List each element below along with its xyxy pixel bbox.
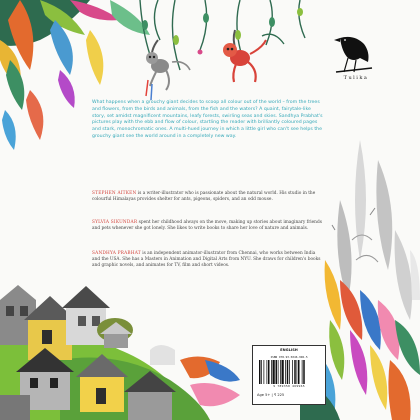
publisher-name: Tulika xyxy=(343,75,369,81)
author-bio xyxy=(92,220,324,232)
author-bio-text: spent her childhood always on the move, making up stories about imaginary friends and pets whenever she got lonely. She likes to write books to share her love of nature and animals. xyxy=(92,220,322,232)
barcode-bar xyxy=(302,360,303,384)
age-price-label: Age 5+ | ₹ 225 xyxy=(257,393,285,397)
barcode-bar xyxy=(261,360,262,384)
barcode-bar xyxy=(268,360,270,384)
author-name: STEPHEN AITKEN xyxy=(92,191,137,196)
barcode-icon xyxy=(259,360,319,384)
barcode-bar xyxy=(285,360,286,384)
isbn-text: ISBN 978-93-5046-996-5 xyxy=(270,355,308,359)
barcode-bar xyxy=(289,360,290,384)
vine-leaves-illustration xyxy=(142,8,303,61)
language-label: ENGLISH xyxy=(280,348,298,352)
barcode-bar xyxy=(264,360,265,384)
village-houses-illustration xyxy=(0,285,240,420)
illustrator-bio xyxy=(92,251,324,269)
barcode-bar xyxy=(287,360,289,384)
barcode-bar xyxy=(271,360,272,384)
barcode-bar xyxy=(282,360,284,384)
barcode-bar xyxy=(292,360,293,384)
barcode-bar xyxy=(303,360,305,384)
author-bio-text: is a writer-illustrator who is passionate about the natural world. His studio in the colourful Himalayas provides shelter for ants, pigeons, spiders, and an odd mouse. xyxy=(92,191,316,203)
grey-monkey-illustration xyxy=(146,40,190,100)
book-blurb: What happens when a grouchy giant decides to scoop all colour out of the world – from the trees and flowers, from the birds and animals, from the fish and the waters? A quaint, fairytale-like story, set amidst magnificent mountains, leafy forests, swirling seas and skies. Sandhya Prabhat's pictures play with the ebb and flow of colour, startling the reader with brilliantly coloured pages and stark, monochromatic ones. A multi-hued journey in which a little girl who can't see helps the grouchy giant see the world around in a completely new way. xyxy=(92,100,323,139)
illustrator-bio-text: is an independent animator-illustrator from Chennai, who works between India and the USA. She has a Masters in Animation and Digital Arts from NYU. She draws for children's books and graphic novels, and animates for TV, film and short videos. xyxy=(92,251,321,269)
barcode-bar xyxy=(276,360,278,384)
barcode-bar xyxy=(297,360,298,384)
barcode-bar xyxy=(280,360,281,384)
red-monkey-illustration xyxy=(223,30,284,82)
barcode-bar xyxy=(273,360,275,384)
illustrator-name: SANDHYA PRABHAT xyxy=(92,251,141,256)
hanging-vines-illustration xyxy=(140,0,305,70)
barcode-digits: 9 789350 469965 xyxy=(273,384,305,388)
author-name: SYLVIA SIKUNDAR xyxy=(92,220,138,225)
barcode-bar xyxy=(298,360,300,384)
barcode-bar xyxy=(294,360,296,384)
barcode-block xyxy=(252,345,326,405)
author-bio xyxy=(92,191,324,203)
barcode-bar xyxy=(267,360,268,384)
crow-on-branch-icon xyxy=(334,28,374,78)
barcode-bar xyxy=(259,360,261,384)
barcode-bar xyxy=(278,360,279,384)
